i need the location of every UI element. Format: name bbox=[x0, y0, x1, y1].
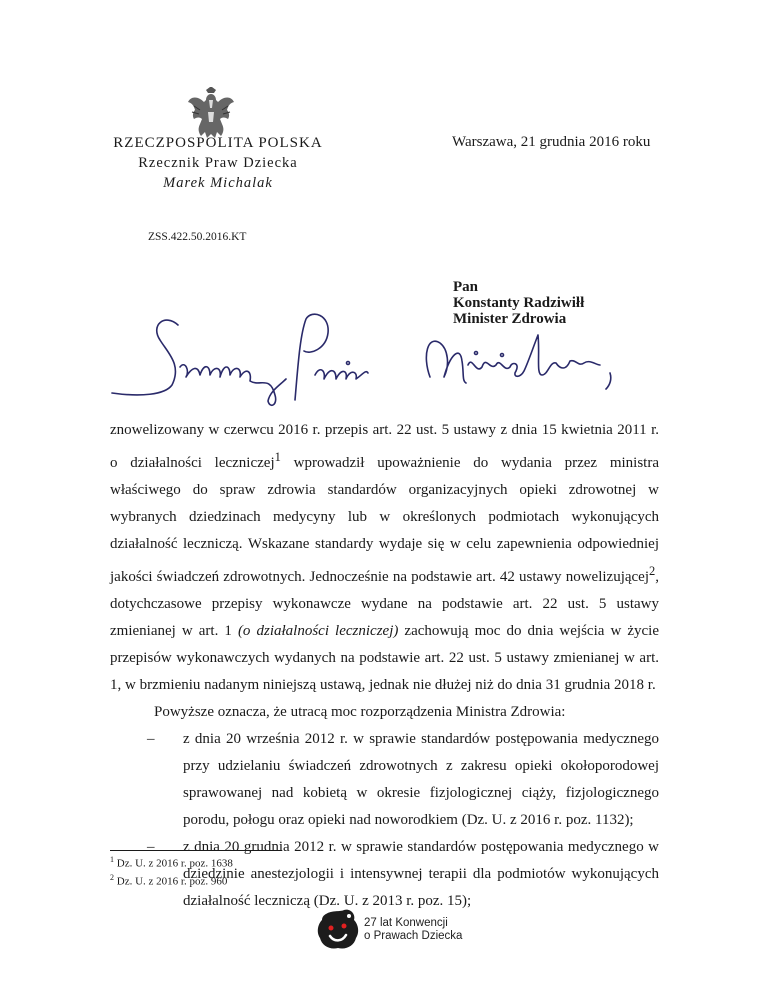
child-face-logo-icon bbox=[316, 908, 360, 950]
logo-line-1: 27 lat Konwencji bbox=[364, 917, 448, 929]
list-dash: – bbox=[147, 839, 155, 855]
list-item bbox=[110, 726, 659, 834]
logo-line-2: o Prawach Dziecka bbox=[364, 930, 463, 942]
addressee-name: Konstanty Radziwiłł bbox=[453, 295, 585, 311]
footnote-divider bbox=[110, 850, 282, 851]
footnote-ref-1: 1 bbox=[274, 450, 281, 464]
handwritten-salutation bbox=[110, 305, 630, 415]
sender-block bbox=[108, 133, 328, 193]
addressee-title: Pan bbox=[453, 279, 479, 295]
footnote: $^2$ Dz. U. z 2016 r. poz. 960 bbox=[110, 872, 228, 888]
paragraph-2: Powyższe oznacza, że utracą moc rozporządzenia Ministra Zdrowia: bbox=[154, 704, 566, 720]
paragraph-1: znowelizowany w czerwcu 2016 r. przepis art. 22 ust. 5 ustawy z dnia 15 kwietnia 2011 r. o działalności leczniczej$^1$ wprowadził upoważnienie do wydania przez ministra właściwego do spraw zdrowia standardów organizacyjnych opieki zdrowotnej w wybranych dziedzinach medycyny lub w określonych podmiotach wykonujących działalność leczniczą. Wskazane standardy wydaje się w celu zapewnienia odpowiedniej jakości świadczeń zdrowotnych. Jednocześnie na podstawie art. 42 ustawy nowelizującej$^2$, dotychczasowe przepisy wykonawcze wydane na podstawie art. 22 ust. 5 ustawy zmienianej w art. 1 (o działalności leczniczej) zachowują moc do dnia wejścia w życie przepisów wykonawczych wydanych na podstawie art. 22 ust. 5 ustawy zmienianej w art. 1, w brzmieniu nadanym niniejszą ustawą, jednak nie dłużej niż do dnia 31 grudnia 2018 r. bbox=[110, 422, 659, 693]
reference-number: ZSS.422.50.2016.KT bbox=[148, 231, 247, 243]
list-dash: – bbox=[147, 731, 155, 747]
footnote-ref-2: 2 bbox=[649, 564, 656, 578]
list-item-text: z dnia 20 grudnia 2012 r. w sprawie standardów postępowania medycznego w dziedzinie anestezjologii i intensywnej terapii dla podmiotów wykonujących działalność leczniczą (Dz. U. z 2013 r. poz. 15); bbox=[183, 839, 659, 909]
letter-body bbox=[110, 417, 659, 915]
addressee-position: Minister Zdrowia bbox=[453, 311, 567, 327]
footnotes bbox=[110, 853, 233, 888]
office-name: Rzecznik Praw Dziecka bbox=[138, 155, 298, 171]
list-item-text: z dnia 20 września 2012 r. w sprawie standardów postępowania medycznego przy udzielaniu świadczeń zdrowotnych z zakresu opieki okołoporodowej sprawowanej nad kobietą w okresie fizjologicznej ciąży, fizjologicznego porodu, połogu oraz opieki nad noworodkiem (Dz. U. z 2016 r. poz. 1132); bbox=[183, 731, 659, 828]
letter-date: Warszawa, 21 grudnia 2016 roku bbox=[452, 134, 651, 150]
sender-name: Marek Michalak bbox=[163, 175, 273, 191]
italic-phrase: (o działalności leczniczej) bbox=[237, 623, 399, 639]
footnote: $^1$ Dz. U. z 2016 r. poz. 1638 bbox=[110, 855, 233, 870]
org-name: RZECZPOSPOLITA POLSKA bbox=[113, 135, 323, 151]
footer-logo-text bbox=[364, 917, 462, 943]
